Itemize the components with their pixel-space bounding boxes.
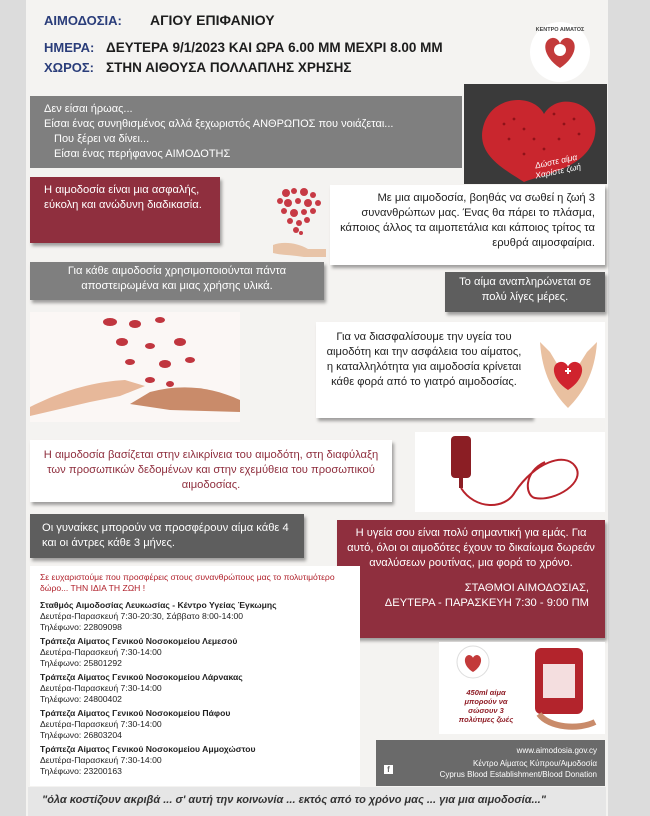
contact-phone: Τηλέφωνο: 22809098 [40, 622, 122, 632]
hero-line-4: Είσαι ένας περήφανος ΑΙΜΟΔΟΤΗΣ [54, 148, 231, 160]
contact-phone: Τηλέφωνο: 26803204 [40, 730, 122, 740]
heart-hands-photo [532, 322, 605, 418]
hero-line-1: Δεν είσαι ήρωας... [44, 103, 133, 115]
contact-phone: Τηλέφωνο: 24800402 [40, 694, 122, 704]
contacts-list [40, 600, 352, 777]
logo-text: ΚΕΝΤΡΟ ΑΙΜΑΤΟΣ [535, 27, 585, 33]
health-box [337, 520, 605, 638]
bag-text: 450ml αίμα μπορούν να σώσουν 3 πολύτιμες ζωές [458, 688, 514, 724]
blood-centre-logo [528, 20, 592, 84]
blood-bag-panel [439, 642, 605, 734]
frequency-box: Οι γυναίκες μπορούν να προσφέρουν αίμα κάθε 4 και οι άντρες κάθε 3 μήνες. [30, 514, 304, 558]
doctor-box: Για να διασφαλίσουμε την υγεία του αιμοδότη και την ασφάλεια του αίματος, η καταλληλότητα για αιμοδοσία κρίνεται κάθε φορά από το γιατρό αιμοδοσίας. [316, 322, 532, 418]
contact-title: Τράπεζα Αίματος Γενικού Νοσοκομείου Αμμοχώστου [40, 744, 256, 754]
date-value: ΔΕΥΤΕΡΑ 9/1/2023 ΚΑΙ ΩΡΑ 6.00 ΜΜ ΜΕΧΡΙ 8.00 ΜΜ [106, 40, 443, 55]
contact-hours: Δευτέρα-Παρασκευή 7:30-20:30, Σάββατο 8:00-14:00 [40, 611, 244, 621]
place-label: ΧΩΡΟΣ: [44, 60, 95, 75]
hero-line-2: Είσαι ένας συνηθισμένος αλλά ξεχωριστός ΑΝΘΡΩΠΟΣ που νοιάζεται... [44, 118, 394, 130]
event-value: ΑΓΙΟΥ ΕΠΙΦΑΝΙΟΥ [150, 12, 275, 28]
thanks-text: Σε ευχαριστούμε που προσφέρεις στους συνανθρώπους μας το πολυτιμότερο δώρο... ΤΗΝ ΙΔΙΑ ΤΗ ΖΩΗ ! [40, 572, 335, 593]
health-text: Η υγεία σου είναι πολύ σημαντική για εμάς. Για αυτό, όλοι οι αιμοδότες έχουν το δικαίωμα δωρεάν αναλύσεων ρουτίνας, μια φορά το χρόνο. [347, 527, 595, 569]
heart-photo [464, 84, 607, 184]
footer-bar [28, 787, 606, 816]
hands-petals-photo [30, 312, 240, 422]
contact-item [40, 708, 352, 741]
three-lives-box: Με μια αιμοδοσία, βοηθάς να σωθεί η ζωή 3 συνανθρώπων μας. Ένας θα πάρει το πλάσμα, κάποιος άλλος τα αιμοπετάλια και κάποιος τρίτος τα ερυθρά αιμοσφαίρια. [330, 185, 605, 265]
contact-title: Σταθμός Αιμοδοσίας Λευκωσίας - Κέντρο Υγείας Έγκωμης [40, 600, 277, 610]
website-url[interactable]: www.aimodosia.gov.cy [516, 746, 597, 755]
footer-quote: "όλα κοστίζουν ακριβά ... σ' αυτή την κοινωνία ... εκτός από το χρόνο μας ... για μια αιμοδοσία..." [42, 794, 546, 806]
org-greek: Κέντρο Αίματος Κύπρου/Αιμοδοσία [472, 759, 597, 768]
safe-box: Η αιμοδοσία είναι μια ασφαλής, εύκολη και ανώδυνη διαδικασία. [30, 177, 220, 243]
hero-line-3: Που ξέρει να δίνει... [54, 133, 150, 145]
stations-hours: ΔΕΥΤΕΡΑ - ΠΑΡΑΣΚΕΥΗ 7:30 - 9:00 ΠΜ [384, 597, 589, 609]
contact-title: Τράπεζα Αίματος Γενικού Νοσοκομείου Λάρνακας [40, 672, 243, 682]
event-label: ΑΙΜΟΔΟΣΙΑ: [44, 13, 122, 28]
contact-phone: Τηλέφωνο: 25801292 [40, 658, 122, 668]
honesty-box: Η αιμοδοσία βασίζεται στην ειλικρίνεια του αιμοδότη, στη διαφύλαξη των προσωπικών δεδομένων και στην εχεμύθεια του προσωπικού αιμοδοσίας. [30, 440, 392, 502]
contact-phone: Τηλέφωνο: 23200163 [40, 766, 122, 776]
contact-item [40, 672, 352, 705]
heart-hands-illustration [268, 183, 330, 263]
contact-hours: Δευτέρα-Παρασκευή 7:30-14:00 [40, 755, 162, 765]
facebook-icon[interactable]: f [384, 765, 393, 774]
org-english: Cyprus Blood Establishment/Blood Donation [439, 770, 597, 779]
date-label: ΗΜΕΡΑ: [44, 40, 95, 55]
contact-hours: Δευτέρα-Παρασκευή 7:30-14:00 [40, 719, 162, 729]
hero-box [30, 96, 462, 168]
contact-title: Τράπεζα Αίματος Γενικού Νοσοκομείου Πάφου [40, 708, 231, 718]
contact-item [40, 744, 352, 777]
contact-item [40, 636, 352, 669]
contact-item [40, 600, 352, 633]
contact-hours: Δευτέρα-Παρασκευή 7:30-14:00 [40, 683, 162, 693]
contacts-panel [30, 566, 360, 786]
place-value: ΣΤΗΝ ΑΙΘΟΥΣΑ ΠΟΛΛΑΠΛΗΣ ΧΡΗΣΗΣ [106, 60, 352, 75]
contact-title: Τράπεζα Αίματος Γενικού Νοσοκομείου Λεμεσού [40, 636, 238, 646]
blood-bag-heart-illustration [415, 432, 605, 512]
heart-slogan: Δώστε αίμα Χαρίστε ζωή [533, 151, 582, 181]
stations-title: ΣΤΑΘΜΟΙ ΑΙΜΟΔΟΣΙΑΣ, [464, 582, 589, 594]
sterile-box: Για κάθε αιμοδοσία χρησιμοποιούνται πάντα αποστειρωμένα και μιας χρήσης υλικά. [30, 262, 324, 300]
replenish-box: Το αίμα αναπληρώνεται σε πολύ λίγες μέρες. [445, 272, 605, 312]
contact-hours: Δευτέρα-Παρασκευή 7:30-14:00 [40, 647, 162, 657]
website-bar [376, 740, 605, 786]
